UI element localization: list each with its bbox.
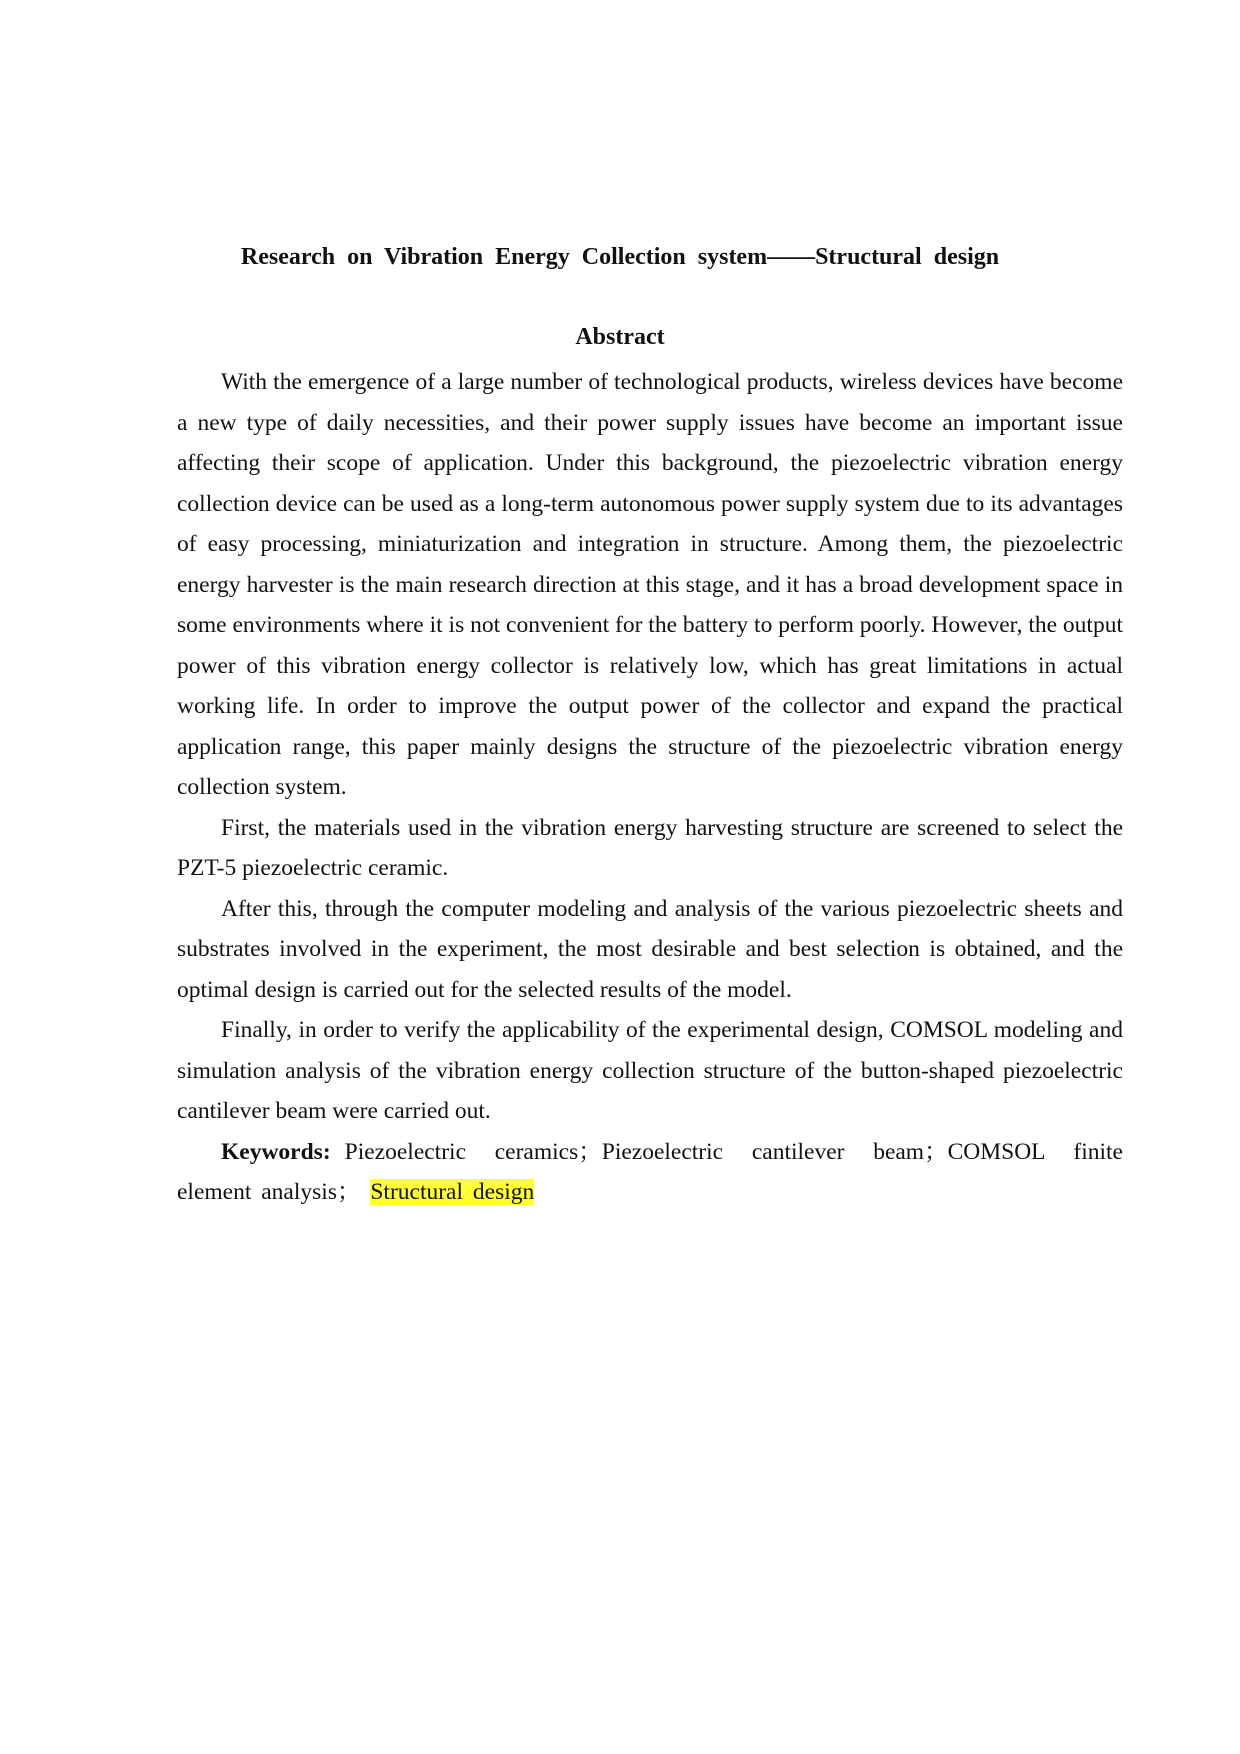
keywords-line — [177, 1132, 1123, 1213]
abstract-heading: Abstract — [575, 324, 665, 350]
document-title: Research on Vibration Energy Collection system——Structural design — [240, 244, 1000, 270]
keyword-item: Piezoelectric cantilever beam； — [601, 1138, 948, 1165]
keywords-label: Keywords: — [221, 1138, 331, 1165]
abstract-body — [177, 362, 1123, 1213]
abstract-paragraph: After this, through the computer modeling and analysis of the various piezoelectric sheets and substrates involved in the experiment, the most desirable and best selection is obtained, and the optimal design is carried out for the selected results of the model. — [177, 895, 1123, 1003]
keyword-item: COMSOL finite element analysis； — [177, 1138, 1123, 1205]
keyword-item-highlighted: Structural design — [370, 1179, 535, 1205]
keyword-item: Piezoelectric ceramics； — [344, 1138, 602, 1165]
abstract-paragraph: Finally, in order to verify the applicability of the experimental design, COMSOL modeling and simulation analysis of the vibration energy collection structure of the button-shaped piezoelectric cantilever beam were carried out. — [177, 1017, 1123, 1124]
abstract-paragraph: With the emergence of a large number of technological products, wireless devices have become a new type of daily necessities, and their power supply issues have become an important issue affecting their scope of application. Under this background, the piezoelectric vibration energy collection device can be used as a long-term autonomous power supply system due to its advantages of easy processing, miniaturization and integration in structure. Among them, the piezoelectric energy harvester is the main research direction at this stage, and it has a broad development space in some environments where it is not convenient for the battery to perform poorly. However, the output power of this vibration energy collector is relatively low, which has great limitations in actual working life. In order to improve the output power of the collector and expand the practical application range, this paper mainly designs the structure of the piezoelectric vibration energy collection system. — [177, 369, 1123, 800]
abstract-paragraph: First, the materials used in the vibration energy harvesting structure are screened to select the PZT-5 piezoelectric ceramic. — [177, 814, 1123, 881]
